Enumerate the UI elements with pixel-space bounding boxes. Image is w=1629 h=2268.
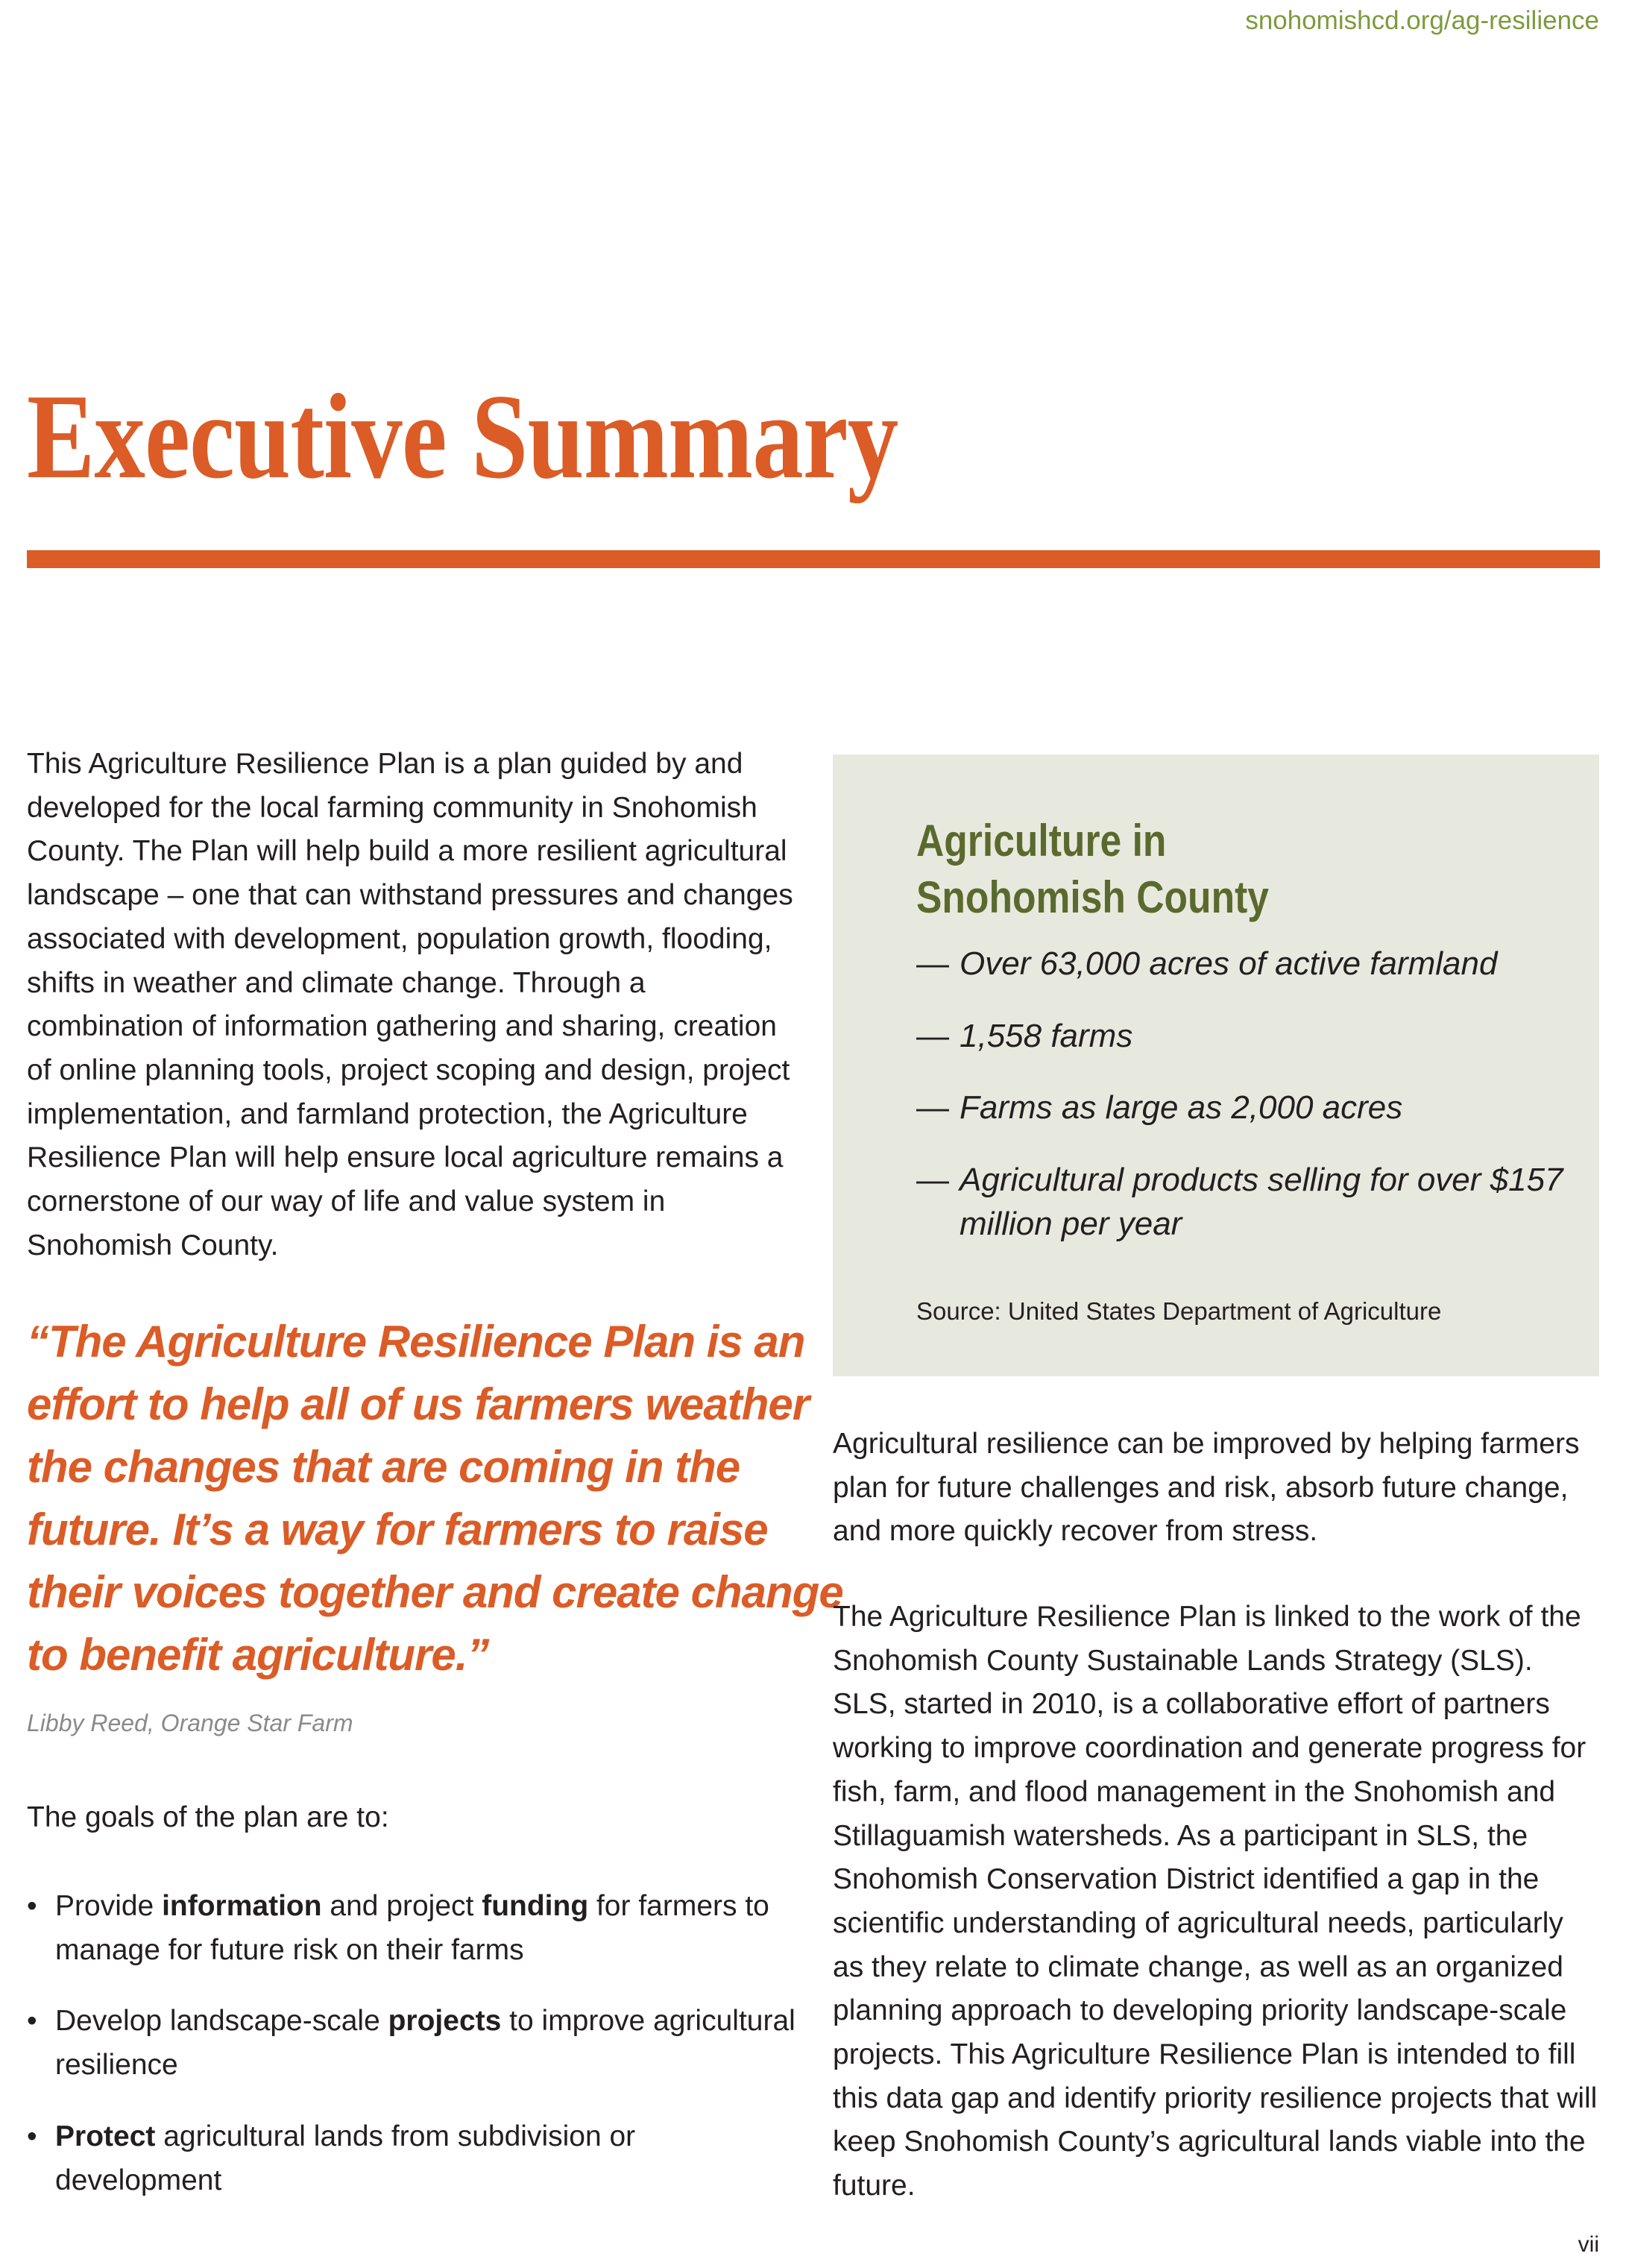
body-paragraph: The Agriculture Resilience Plan is linked to the work of the Snohomish County Sustainable Lands Strategy (SLS). SLS, started in 2010, is a collaborative effort of partners working to improve coordination and generate progress for fish, farm, and flood management in the Snohomish and Stillaguamish watersheds. As a participant in SLS, the Snohomish Conservation District identified a gap in the scientific understanding of agricultural needs, particularly as they relate to climate change, as well as an organized planning approach to developing priority landscape-scale projects. This Agriculture Resilience Plan is intended to fill this data gap and identify priority resilience projects that will keep Snohomish County’s agricultural lands viable into the future. [833,1601,1598,2202]
facts-sidebar [833,755,1599,1376]
sidebar-title: Agriculture in Snohomish County [916,816,1269,922]
bullet-icon: • [27,2120,37,2152]
goal-text: to improve agricultural resilience [55,2005,795,2082]
page-title: Executive Summary [27,370,898,504]
goal-keyword: information [162,1890,322,1922]
goal-keyword: projects [388,2005,502,2038]
goal-item-projects [27,2000,810,2087]
body-paragraph: Agricultural resilience can be improved by helping farmers plan for future challenges and risk, absorb future change, and more quickly recover from stress. [833,1428,1580,1548]
goal-text: agricultural lands from subdivision or development [55,2120,636,2196]
goal-item-information [27,1885,810,1972]
right-column-paragraph-1 [833,1423,1599,1554]
goals-intro: The goals of the plan are to: [27,1801,389,1833]
dash-icon: — [916,945,949,982]
pull-quote: “The Agriculture Resilience Plan is an effort to help all of us farmers weather the changes that are coming in the future. It’s a way for farmers to raise their voices together and create change to benefit agriculture.” [27,1317,843,1680]
fact-text: Farms as large as 2,000 acres [960,1089,1403,1127]
sidebar-fact-item [916,1159,1572,1246]
goal-text: Develop landscape-scale [55,2005,388,2038]
goal-keyword: funding [482,1890,589,1922]
dash-icon: — [916,1017,949,1054]
bullet-icon: • [27,1890,37,1922]
fact-text: Over 63,000 acres of active farmland [960,945,1498,982]
fact-text: 1,558 farms [960,1017,1133,1054]
goal-text: Provide [55,1890,163,1922]
title-divider [27,550,1600,568]
page-number: vii [1578,2232,1599,2257]
goal-item-protect [27,2115,810,2202]
left-column [27,743,802,1267]
intro-paragraph: This Agriculture Resilience Plan is a plan guided by and developed for the local farming community in Snohomish County. The Plan will help build a more resilient agricultural landscape – one that can withstand pressures and changes associated with development, population growth, flooding, shifts in weather and climate change. Through a combination of information gathering and sharing, creation of online planning tools, project scoping and design, project implementation, and farmland protection, the Agriculture Resilience Plan will help ensure local agriculture remains a cornerstone of our way of life and value system in Snohomish County. [27,748,793,1261]
sidebar-source: Source: United States Department of Agriculture [916,1297,1442,1325]
sidebar-fact-item [916,1086,1572,1130]
fact-text: Agricultural products selling for over $157 million per year [960,1162,1563,1242]
dash-icon: — [916,1089,949,1127]
sidebar-facts-list [916,942,1572,1275]
dash-icon: — [916,1162,949,1199]
header-url-link[interactable]: snohomishcd.org/ag-resilience [1245,6,1599,35]
bullet-icon: • [27,2005,37,2038]
goal-text: and project [321,1890,482,1922]
right-column-paragraph-2 [833,1596,1599,2208]
goals-list [27,1885,810,2230]
quote-attribution: Libby Reed, Orange Star Farm [27,1710,353,1736]
sidebar-fact-item [916,942,1572,986]
goal-keyword: Protect [55,2120,156,2152]
sidebar-fact-item [916,1015,1572,1059]
goal-text: for farmers to manage for future risk on their farms [55,1890,769,1966]
